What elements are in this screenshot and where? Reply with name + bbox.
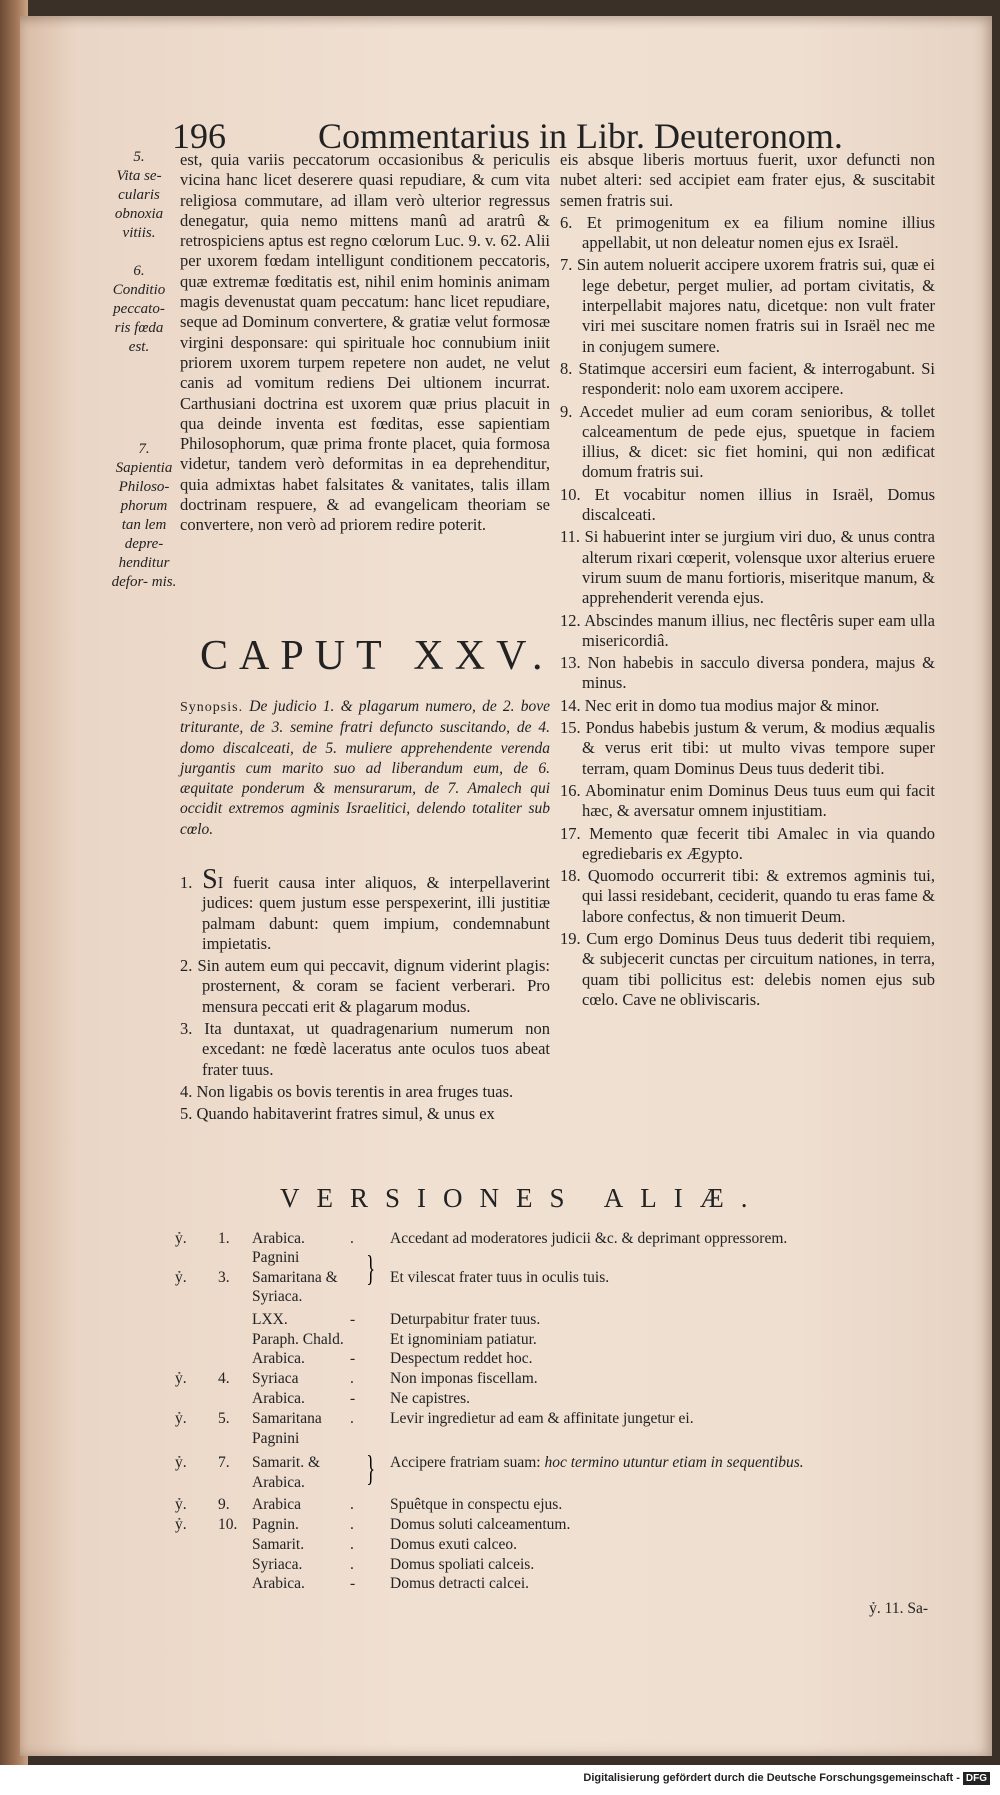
chapter-title: CAPUT XXV. xyxy=(200,633,554,679)
verse-number: 15. xyxy=(560,718,581,738)
version-text-roman: Et ignominiam patiatur. xyxy=(390,1331,537,1348)
synopsis-text: De judicio 1. & plagarum numero, de 2. bove triturante, de 3. semine fratri defuncto suscitando, de 4. domo discalceati, de 5. muliere apprehendente verenda jurgantis cum marito suo ad liberandum eum, de 6. æquitate ponderum & mensurarum, de 7. Amalech qui occidit extremos agminis Israelitici, delendo totaliter sub cœlo. xyxy=(180,698,550,838)
versiones-row xyxy=(170,1556,940,1576)
version-text-roman: Ne capistres. xyxy=(390,1390,471,1407)
verse-number: 8. xyxy=(560,358,573,378)
versiones-row xyxy=(170,1516,940,1536)
verse xyxy=(180,864,551,954)
versiones-row xyxy=(170,1575,940,1595)
verse-text: Memento quæ fecerit tibi Amalec in via quando egrediebaris ex Ægypto. xyxy=(582,823,936,863)
versiones-row xyxy=(170,1350,940,1370)
version-text xyxy=(390,1390,470,1408)
version-text-roman: Levir ingredietur ad eam & affinitate jungetur ei. xyxy=(390,1410,694,1427)
separator: - xyxy=(350,1390,356,1407)
version-text xyxy=(390,1311,540,1329)
drop-initial: S xyxy=(202,864,218,895)
verse-mark: ỷ. xyxy=(175,1269,187,1286)
verse-number: 7. xyxy=(560,255,573,275)
version-source: LXX. xyxy=(252,1311,288,1328)
verse-number: 6. xyxy=(560,212,573,232)
verse-number: 4. xyxy=(180,1081,193,1101)
verse xyxy=(180,956,550,1017)
version-text xyxy=(390,1536,517,1554)
verse xyxy=(560,824,935,865)
margin-note-text: Sapientia Philoso- phorum tan lem depre- henditur defor- mis. xyxy=(111,460,177,590)
dfg-logo: DFG xyxy=(963,1772,990,1785)
version-text xyxy=(390,1556,534,1574)
verse-text: Nec erit in domo tua modius major & minor. xyxy=(584,695,880,715)
verse xyxy=(560,696,935,716)
version-text-roman: Non imponas fiscellam. xyxy=(390,1370,538,1387)
verse xyxy=(560,929,935,1010)
separator: . xyxy=(350,1410,354,1427)
versiones-row xyxy=(170,1430,940,1450)
verse-number: 5. xyxy=(180,1104,193,1124)
versiones-row xyxy=(170,1496,940,1516)
version-text xyxy=(390,1410,694,1428)
version-text-roman: Spuêtque in conspectu ejus. xyxy=(390,1496,563,1513)
version-source: Arabica. xyxy=(252,1350,305,1367)
verse xyxy=(560,718,935,779)
verse-text: Statimque accersiri eum facient, & interrogabunt. Si responderit: nolo eam uxorem accipere. xyxy=(578,358,936,399)
versiones-row xyxy=(170,1311,940,1331)
verse-number: 1. xyxy=(180,873,193,892)
verse xyxy=(560,213,935,254)
versiones-row xyxy=(170,1454,940,1474)
verse-text: Cum ergo Dominus Deus tuus dederit tibi requiem, & subjecerit cunctas per circuitum nationes, in terra, quam tibi pollicitus est: delebis nomen ejus sub cœlo. Cave ne obliviscaris. xyxy=(582,928,936,1009)
versiones-row xyxy=(170,1249,940,1269)
version-source: Syriaca. xyxy=(252,1288,303,1305)
verse-number: 13. xyxy=(560,653,581,673)
verse-text: Accedet mulier ad eum coram senioribus, & tollet calceamentum de pede ejus, spuetque in faciem illius, & dicet: sic fiet homini, qui non ædificat domum fratris sui. xyxy=(579,401,935,482)
version-text-roman: Accipere fratriam suam: xyxy=(390,1454,545,1471)
version-text xyxy=(390,1496,562,1514)
page-number: 196 xyxy=(172,116,226,156)
brace-glyph: } xyxy=(366,1248,375,1288)
separator: - xyxy=(350,1350,356,1367)
separator: - xyxy=(350,1311,356,1328)
brace-glyph: } xyxy=(366,1448,375,1488)
version-text xyxy=(390,1331,537,1349)
verse-text: Si habuerint inter se jurgium viri duo, & unus contra alterum rixari cœperit, volensque uxor alterius eruere virum suum de manu fortioris, miseritque manum, & apprehenderit verenda ejus. xyxy=(582,527,936,608)
verse-text: Non ligabis os bovis terentis in area fruges tuas. xyxy=(196,1081,514,1101)
verse-text: Non habebis in sacculo diversa pondera, majus & minus. xyxy=(582,653,935,693)
verse-continuation: eis absque liberis mortuus fuerit, uxor defuncti non nubet alteri: sed accipiet eam frater ejus, & suscitabit semen fratris sui. xyxy=(560,150,935,210)
margin-note-num: 7. xyxy=(138,441,150,457)
version-source: Samaritana & xyxy=(252,1269,338,1286)
version-source: Pagnini xyxy=(252,1430,300,1447)
verse-number: 2. xyxy=(180,956,193,976)
margin-note-5 xyxy=(110,148,168,243)
verse-ref-number: 10. xyxy=(218,1516,238,1533)
versiones-row xyxy=(170,1230,940,1250)
version-text-roman: Despectum reddet hoc. xyxy=(390,1350,533,1367)
version-text xyxy=(390,1269,609,1287)
version-source: Syriaca. xyxy=(252,1556,303,1573)
footer-credit xyxy=(583,1772,990,1785)
verse-number: 3. xyxy=(180,1019,193,1039)
version-text-roman: Domus spoliati calceis. xyxy=(390,1556,535,1573)
verse-number: 19. xyxy=(560,928,581,948)
verse-mark: ỷ. xyxy=(175,1516,187,1533)
version-source: Arabica xyxy=(252,1496,302,1513)
verse-text: Sin autem eum qui peccavit, dignum viderint plagis: prosternent, & coram se facient verberari. Pro mensura peccati erit & plagarum modus. xyxy=(197,956,550,1016)
version-source: Samarit. xyxy=(252,1536,305,1553)
verses-left xyxy=(180,864,551,1127)
verse xyxy=(560,781,935,822)
versiones-row xyxy=(170,1269,940,1289)
catchword: ỷ. 11. Sa- xyxy=(869,1600,928,1617)
margin-note-text: Conditio peccato- ris fœda est. xyxy=(112,282,166,355)
version-source: Samaritana xyxy=(252,1410,322,1427)
verse xyxy=(180,1019,550,1080)
verse-text: Abscindes manum illius, nec flectêris super eam ulla misericordiâ. xyxy=(582,610,936,650)
versiones-row xyxy=(170,1331,940,1351)
versiones-row xyxy=(170,1410,940,1430)
verse-text: Sin autem noluerit accipere uxorem fratris sui, quæ ei lege debetur, perget mulier, ad portam civitatis, & interpellabit majores natu, dicetque: non vult frater viri mei suscitare nomen fratris sui in Israël nec me in conjugem sumere. xyxy=(576,255,936,356)
version-source: Arabica. xyxy=(252,1390,305,1407)
version-text xyxy=(390,1454,804,1472)
version-text-roman: Et vilescat frater tuus in oculis tuis. xyxy=(390,1269,610,1286)
versiones-title: VERSIONES ALIÆ. xyxy=(280,1183,765,1213)
verse-mark: ỷ. xyxy=(175,1496,187,1513)
version-text-roman: Domus soluti calceamentum. xyxy=(390,1516,571,1533)
verse-ref-number: 4. xyxy=(218,1370,230,1387)
version-source: Samarit. & xyxy=(252,1454,321,1471)
version-source: Syriaca xyxy=(252,1370,299,1387)
versiones-row xyxy=(170,1288,940,1308)
verse-text: Ita duntaxat, ut quadragenarium numerum non excedant: ne fœdè laceratus ante oculos tuos abeat frater tuus. xyxy=(202,1019,550,1079)
margin-note-7 xyxy=(110,440,178,592)
verse-ref-number: 3. xyxy=(218,1269,230,1286)
verse-text: Et vocabitur nomen illius in Israël, Domus discalceati. xyxy=(582,484,935,525)
verse-mark: ỷ. xyxy=(175,1230,187,1247)
verse xyxy=(560,485,935,526)
synopsis-label: Synopsis. xyxy=(180,700,244,715)
separator: . xyxy=(350,1556,354,1573)
verse xyxy=(560,527,935,608)
verse-number: 14. xyxy=(560,695,581,715)
versiones-row xyxy=(170,1390,940,1410)
verse-mark: ỷ. xyxy=(175,1410,187,1427)
verse-number: 11. xyxy=(560,527,581,547)
versiones-row xyxy=(170,1536,940,1556)
verse-number: 9. xyxy=(560,401,573,421)
verse xyxy=(180,1104,550,1124)
verse-ref-number: 9. xyxy=(218,1496,230,1513)
synopsis xyxy=(180,697,550,840)
verse-ref-number: 7. xyxy=(218,1454,230,1471)
version-text-italic: hoc termino utuntur etiam in sequentibus. xyxy=(544,1454,804,1471)
versiones-row xyxy=(170,1370,940,1390)
version-source: Paraph. Chald. xyxy=(252,1331,344,1348)
version-source: Arabica. xyxy=(252,1575,305,1592)
version-text xyxy=(390,1230,787,1248)
version-text-roman: Domus detracti calcei. xyxy=(390,1575,530,1592)
separator: . xyxy=(350,1230,354,1247)
separator: . xyxy=(350,1370,354,1387)
verse xyxy=(560,359,935,400)
version-source: Arabica. xyxy=(252,1230,305,1247)
right-column xyxy=(560,150,935,1012)
verse xyxy=(560,255,935,356)
footer-text: Digitalisierung gefördert durch die Deutsche Forschungsgemeinschaft - xyxy=(583,1772,960,1784)
version-source: Pagnini xyxy=(252,1249,300,1266)
version-text xyxy=(390,1516,570,1534)
margin-note-6 xyxy=(110,262,168,357)
verse-number: 10. xyxy=(560,484,581,504)
verse xyxy=(560,653,935,694)
verse-number: 16. xyxy=(560,780,581,800)
margin-note-text: Vita se- cularis obnoxia vitiis. xyxy=(114,168,164,241)
verse xyxy=(560,611,935,652)
version-text xyxy=(390,1370,538,1388)
version-source: Arabica. xyxy=(252,1474,305,1491)
verse xyxy=(180,1082,550,1102)
versiones-row xyxy=(170,1474,940,1494)
separator: . xyxy=(350,1516,354,1533)
verse xyxy=(560,866,935,927)
running-head: Commentarius in Libr. Deuteronom. xyxy=(318,116,843,156)
left-column-text: est, quia variis peccatorum occasionibus & periculis vicina hanc licet deserere quasi repudiare, & cum vita religiosa commutare, ad illam verò ulterior regressus denegatur, quia nemo mittens manû ad aratrû & retrospiciens aptus est regno cœlorum Luc. 9. v. 62. Alii per uxorem fœdam intelligunt conditionem peccatoris, quæ extremæ fœditatis est, nihil enim hominis animam magis devenustat quam peccatum: hanc licet repudiare, seque ad Dominum convertere, & gratiæ velut formosæ virgini desponsare: qui spirituale hoc connubium iniit priorem uxorem turpem repetere non audet, ne velut canis ad vomitum rediens Dei ultionem incurrat. Carthusiani doctrina est uxorem quæ prius placuit in qua deinde inventa est fœditas, esse sapientiam Philosophorum, quæ prima fronte placet, quia formosa videtur, tandem verò deformitas in ea deprehenditur, quia admixtas habet falsitates & vanitates, talis illam doctrinam respuere, & ad evangelicam theoriam se convertere, non verò ad priorem redire poterit. xyxy=(180,150,550,535)
separator: . xyxy=(350,1496,354,1513)
verse-mark: ỷ. xyxy=(175,1370,187,1387)
version-text-roman: Accedant ad moderatores judicii &c. & deprimant oppressorem. xyxy=(390,1230,788,1247)
margin-note-num: 6. xyxy=(133,263,145,279)
verse-number: 17. xyxy=(560,823,581,843)
footer-bar xyxy=(0,1765,1000,1795)
version-text xyxy=(390,1350,532,1368)
verse-ref-number: 5. xyxy=(218,1410,230,1427)
verse-number: 18. xyxy=(560,866,581,886)
version-text-roman: Deturpabitur frater tuus. xyxy=(390,1311,541,1328)
version-text-roman: Domus exuti calceo. xyxy=(390,1536,517,1553)
separator: . xyxy=(350,1536,354,1553)
verse-text: I fuerit causa inter aliquos, & interpellaverint judices: quem justum esse perspexerint, illi justitiæ palmam dabunt: quem impium, condemnabunt impietatis. xyxy=(202,873,551,953)
verse-text: Pondus habebis justum & verum, & modius æqualis & verus erit tibi: ut multo vivas tempore super terram, quam Dominus Deus tuus dederit tibi. xyxy=(582,718,935,778)
version-text xyxy=(390,1575,529,1593)
verse-ref-number: 1. xyxy=(218,1230,230,1247)
verse-text: Abominatur enim Dominus Deus tuus eum qui facit hæc, & aversatur omnem injustitiam. xyxy=(582,780,936,821)
verse-text: Quando habitaverint fratres simul, & unus ex xyxy=(196,1104,495,1124)
margin-note-num: 5. xyxy=(133,149,145,165)
verse-mark: ỷ. xyxy=(175,1454,187,1471)
verse xyxy=(560,402,935,483)
verse-text: Quomodo occurrerit tibi: & extremos agminis tui, qui lassi residebant, ceciderit, quando tu eras fame & labore confectus, & non timuerit Deum. xyxy=(582,866,936,926)
separator: - xyxy=(350,1575,356,1592)
verse-number: 12. xyxy=(560,610,581,630)
verse-text: Et primogenitum ex ea filium nomine illius appellabit, ut non deleatur nomen ejus ex Israël. xyxy=(582,212,935,253)
version-source: Pagnin. xyxy=(252,1516,299,1533)
